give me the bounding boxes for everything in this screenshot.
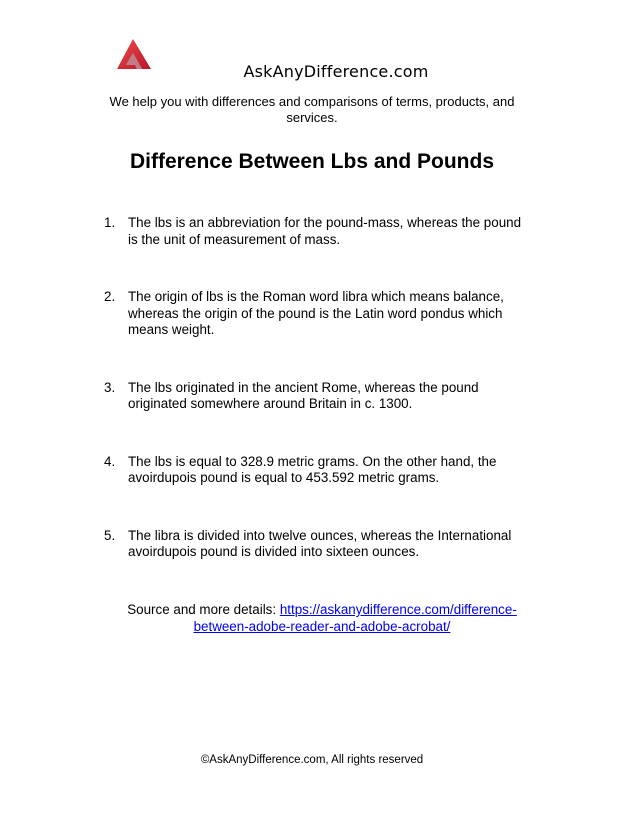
difference-list	[104, 215, 534, 602]
list-item-number: 1.	[104, 215, 116, 230]
tagline: We help you with differences and comparisons of terms, products, and services.	[109, 94, 515, 125]
list-item-text: The libra is divided into twelve ounces, whereas the International avoirdupois pound is divided into sixteen ounces.	[128, 527, 512, 559]
list-item-number: 5.	[104, 527, 116, 543]
list-item	[104, 528, 534, 561]
site-name: AskAnyDifference.com	[243, 62, 429, 81]
list-item-text: The lbs is equal to 328.9 metric grams. On the other hand, the avoirdupois pound is equal to 453.592 metric grams.	[128, 453, 497, 485]
copyright-footer: ©AskAnyDifference.com, All rights reserved	[200, 754, 424, 766]
page-title: Difference Between Lbs and Pounds	[129, 150, 495, 173]
list-item	[104, 289, 534, 339]
list-item	[104, 215, 534, 248]
list-item-number: 2.	[104, 289, 116, 304]
list-item-text: The origin of lbs is the Roman word libra which means balance, whereas the origin of the pound is the Latin word pondus which means weight.	[128, 289, 504, 337]
list-item	[104, 380, 534, 413]
list-item-number: 4.	[104, 453, 116, 469]
list-item-text: The lbs originated in the ancient Rome, whereas the pound originated somewhere around Britain in c. 1300.	[128, 379, 479, 411]
source-label: Source and more details:	[127, 602, 277, 617]
list-item-text: The lbs is an abbreviation for the pound-mass, whereas the pound is the unit of measurement of mass.	[128, 215, 522, 247]
source-link[interactable]: https://askanydifference.com/difference-between-adobe-reader-and-adobe-acrobat/	[193, 602, 517, 634]
list-item-number: 3.	[104, 379, 116, 395]
list-item	[104, 454, 534, 487]
source-line	[112, 602, 532, 635]
